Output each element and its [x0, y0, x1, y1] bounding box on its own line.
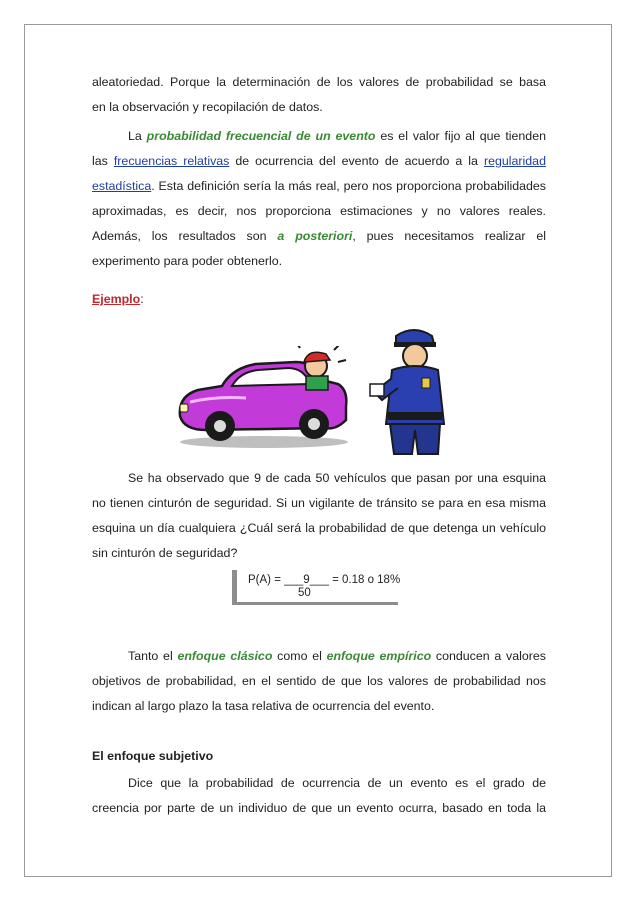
term-a-posteriori: a posteriori — [277, 229, 353, 243]
paragraph-frequency — [92, 124, 546, 274]
text-fragment: conducen a valores objetivos de probabilidad, en el sentido de que los valores de probabilidad nos indican al largo plazo la tasa relativa de ocurrencia del evento. — [92, 649, 546, 713]
police-head — [403, 344, 427, 368]
intro-line-1: aleatoriedad. Porque la determinación de los valores de probabilidad se basa — [92, 75, 546, 89]
paragraph-approaches — [92, 644, 546, 719]
link-relative-frequencies[interactable]: frecuencias relativas — [113, 154, 230, 168]
intro-line-2: en la observación y recopilación de datos. — [92, 100, 323, 114]
police-belt — [388, 412, 442, 420]
police-legs — [390, 424, 440, 454]
driver-torso — [306, 376, 328, 390]
car-hubcap-rear — [308, 418, 320, 430]
paragraph-intro — [92, 70, 546, 120]
term-frequential-probability: probabilidad frecuencial de un evento — [146, 129, 376, 143]
formula-lhs: P(A) = — [248, 574, 285, 586]
text-fragment: como el — [277, 649, 322, 663]
formula-numerator: ___9___ — [284, 574, 329, 586]
example-heading — [92, 287, 546, 312]
section-subjective — [92, 744, 546, 769]
police-badge — [422, 378, 430, 388]
example-label: Ejemplo — [92, 292, 141, 306]
section-title: El enfoque subjetivo — [92, 749, 214, 763]
formula-denominator: 50 — [298, 587, 311, 599]
driver-cap — [304, 352, 330, 362]
formula-frame-left — [232, 570, 237, 604]
text-fragment: de ocurrencia del evento de acuerdo a la — [235, 154, 478, 168]
text-fragment: , pues necesitamos realizar el experimento para poder obtenerlo. — [92, 229, 546, 268]
term-empirical-approach: enfoque empírico — [326, 649, 432, 663]
example-text: Se ha observado que 9 de cada 50 vehículos que pasan por una esquina no tienen cinturón de seguridad. Si un vigilante de tránsito se para en esa misma esquina un día cualquiera ¿Cuál será la probabilidad de que detenga un vehículo sin cinturón de seguridad? — [92, 471, 546, 560]
text-fragment: es el valor fijo al que tienden las — [92, 129, 546, 168]
text-fragment: Tanto el — [128, 649, 173, 663]
car-headlight — [180, 404, 188, 412]
formula-line — [248, 574, 400, 586]
car-shadow — [180, 436, 348, 448]
example-colon: : — [140, 292, 144, 306]
car-illustration — [176, 346, 352, 450]
subjective-text: Dice que la probabilidad de ocurrencia de un evento es el grado de creencia por parte de un individuo de que un evento ocurra, basado en toda la — [92, 776, 546, 815]
link-statistical-regularity[interactable]: regularidad estadística — [92, 154, 546, 193]
police-officer-illustration — [368, 326, 478, 456]
probability-formula — [232, 566, 401, 606]
police-cap — [396, 330, 434, 344]
paragraph-subjective — [92, 771, 546, 821]
car-hubcap-front — [214, 420, 226, 432]
text-fragment: La — [128, 129, 142, 143]
police-notepad — [370, 384, 384, 396]
text-fragment: . Esta definición sería la más real, pero nos proporciona probabilidades aproximadas, es decir, nos proporciona estimaciones y no valores reales. Además, los resultados son — [92, 179, 546, 243]
formula-frame-bottom — [232, 602, 398, 605]
formula-result: = 0.18 o 18% — [328, 574, 401, 586]
term-classic-approach: enfoque clásico — [177, 649, 273, 663]
paragraph-example — [92, 466, 546, 566]
